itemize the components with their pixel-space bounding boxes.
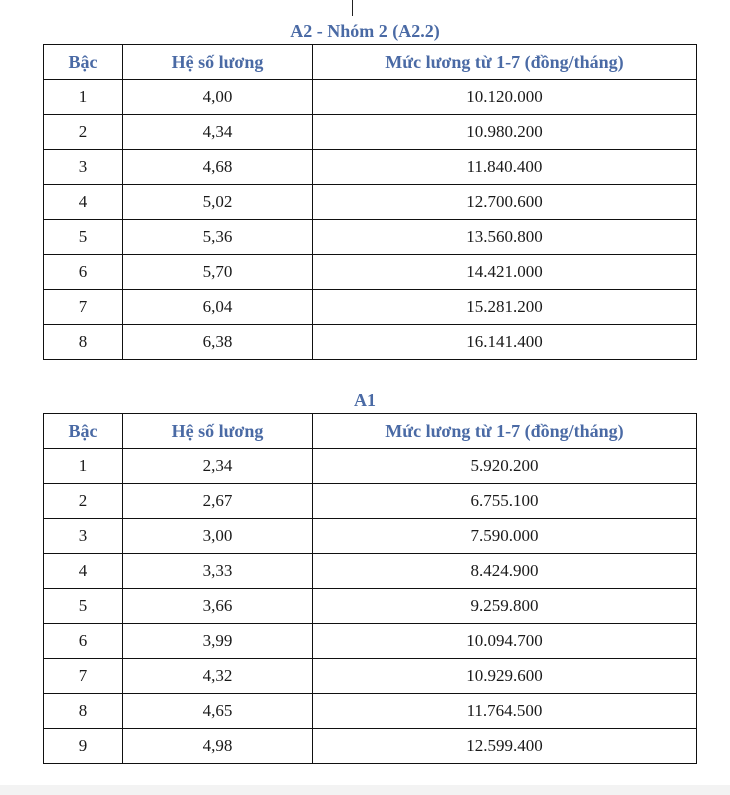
table-row	[44, 290, 697, 325]
header-bac: Bậc	[44, 414, 123, 449]
cell-muc-luong: 10.929.600	[313, 659, 697, 694]
table-title-a2-2: A2 - Nhóm 2 (A2.2)	[290, 21, 440, 41]
page-bottom-edge	[0, 785, 730, 795]
cell-he-so-luong: 2,67	[123, 484, 313, 519]
cell-muc-luong: 13.560.800	[313, 220, 697, 255]
salary-table-a2-2	[43, 44, 697, 360]
cell-he-so-luong: 4,98	[123, 729, 313, 764]
table-row	[44, 325, 697, 360]
cell-muc-luong: 11.840.400	[313, 150, 697, 185]
cell-he-so-luong: 5,70	[123, 255, 313, 290]
cell-bac: 7	[44, 290, 123, 325]
cell-bac: 7	[44, 659, 123, 694]
cell-he-so-luong: 5,36	[123, 220, 313, 255]
header-muc-luong: Mức lương từ 1-7 (đồng/tháng)	[313, 414, 697, 449]
cell-bac: 4	[44, 554, 123, 589]
cell-he-so-luong: 4,34	[123, 115, 313, 150]
table-row	[44, 589, 697, 624]
cell-muc-luong: 5.920.200	[313, 449, 697, 484]
cell-bac: 4	[44, 185, 123, 220]
cell-muc-luong: 12.599.400	[313, 729, 697, 764]
header-muc-luong: Mức lương từ 1-7 (đồng/tháng)	[313, 45, 697, 80]
cell-he-so-luong: 3,66	[123, 589, 313, 624]
cell-he-so-luong: 5,02	[123, 185, 313, 220]
table-body	[44, 80, 697, 360]
cell-bac: 3	[44, 150, 123, 185]
cell-bac: 5	[44, 589, 123, 624]
table-row	[44, 624, 697, 659]
cell-bac: 1	[44, 449, 123, 484]
table-row	[44, 185, 697, 220]
header-he-so-luong: Hệ số lương	[123, 45, 313, 80]
table-row	[44, 449, 697, 484]
cell-he-so-luong: 2,34	[123, 449, 313, 484]
cell-muc-luong: 15.281.200	[313, 290, 697, 325]
table-header-row	[44, 45, 697, 80]
cell-he-so-luong: 6,38	[123, 325, 313, 360]
salary-table-a1	[43, 413, 697, 764]
cell-muc-luong: 8.424.900	[313, 554, 697, 589]
table-body	[44, 449, 697, 764]
cell-muc-luong: 14.421.000	[313, 255, 697, 290]
table-row	[44, 80, 697, 115]
table-row	[44, 554, 697, 589]
cell-he-so-luong: 6,04	[123, 290, 313, 325]
table-title-a1: A1	[354, 390, 376, 410]
cell-bac: 5	[44, 220, 123, 255]
table-row	[44, 255, 697, 290]
cell-bac: 2	[44, 484, 123, 519]
cell-bac: 2	[44, 115, 123, 150]
cell-bac: 8	[44, 325, 123, 360]
table-row	[44, 484, 697, 519]
table-row	[44, 659, 697, 694]
text-cursor	[352, 0, 353, 16]
table-header-row	[44, 414, 697, 449]
cell-he-so-luong: 4,00	[123, 80, 313, 115]
cell-bac: 6	[44, 624, 123, 659]
cell-bac: 9	[44, 729, 123, 764]
cell-muc-luong: 10.120.000	[313, 80, 697, 115]
cell-muc-luong: 7.590.000	[313, 519, 697, 554]
header-he-so-luong: Hệ số lương	[123, 414, 313, 449]
cell-muc-luong: 10.980.200	[313, 115, 697, 150]
cell-bac: 1	[44, 80, 123, 115]
table-row	[44, 519, 697, 554]
cell-muc-luong: 16.141.400	[313, 325, 697, 360]
cell-he-so-luong: 3,99	[123, 624, 313, 659]
cell-muc-luong: 9.259.800	[313, 589, 697, 624]
table-row	[44, 729, 697, 764]
header-bac: Bậc	[44, 45, 123, 80]
cell-he-so-luong: 4,68	[123, 150, 313, 185]
table-row	[44, 220, 697, 255]
cell-muc-luong: 10.094.700	[313, 624, 697, 659]
cell-he-so-luong: 3,33	[123, 554, 313, 589]
table-row	[44, 150, 697, 185]
cell-bac: 8	[44, 694, 123, 729]
cell-he-so-luong: 3,00	[123, 519, 313, 554]
cell-bac: 6	[44, 255, 123, 290]
cell-muc-luong: 12.700.600	[313, 185, 697, 220]
cell-bac: 3	[44, 519, 123, 554]
cell-muc-luong: 11.764.500	[313, 694, 697, 729]
cell-he-so-luong: 4,65	[123, 694, 313, 729]
table-row	[44, 115, 697, 150]
table-row	[44, 694, 697, 729]
cell-muc-luong: 6.755.100	[313, 484, 697, 519]
cell-he-so-luong: 4,32	[123, 659, 313, 694]
